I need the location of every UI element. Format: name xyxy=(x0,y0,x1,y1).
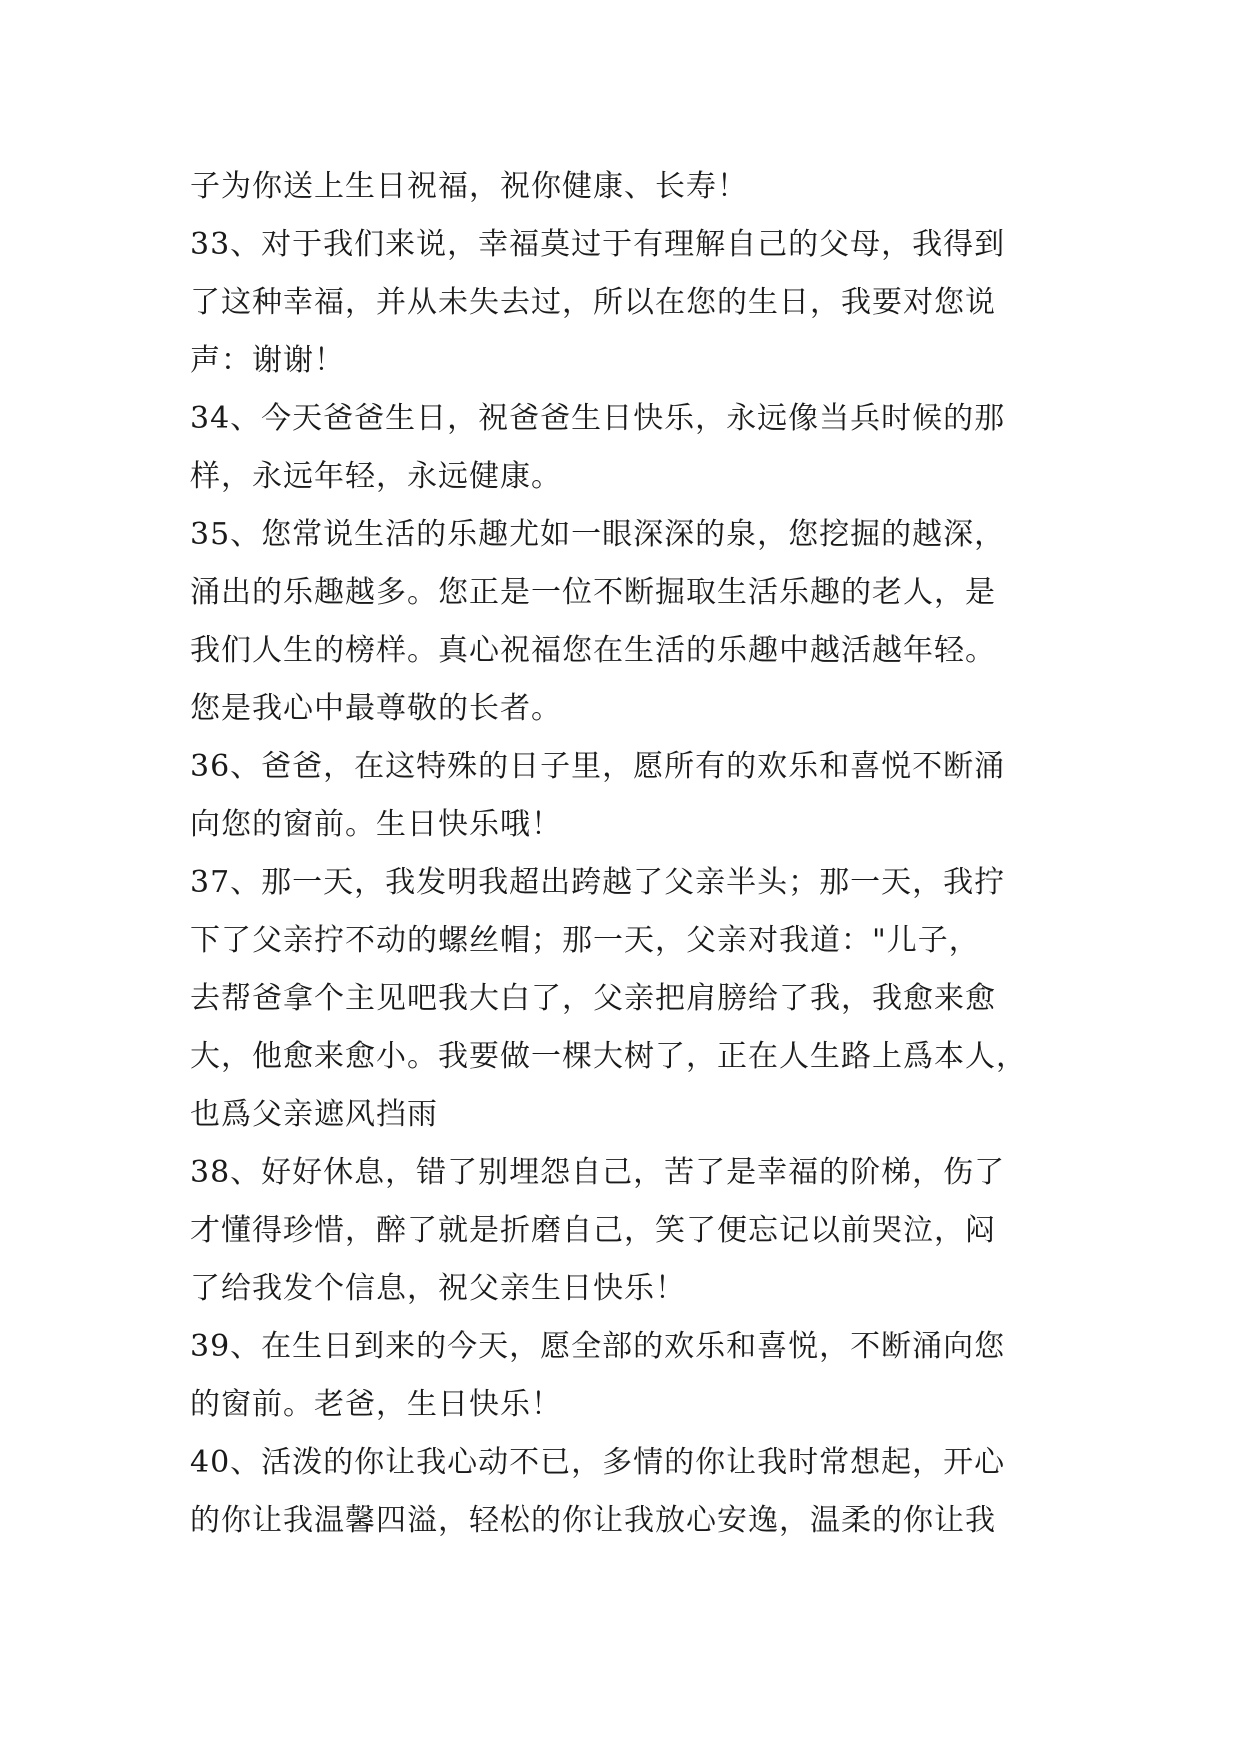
text-line: 大，他愈来愈小。我要做一棵大树了，正在人生路上爲本人， xyxy=(190,1039,1027,1074)
text-line: 向您的窗前。生日快乐哦！ xyxy=(190,807,562,842)
text-line: 的你让我温馨四溢，轻松的你让我放心安逸，温柔的你让我 xyxy=(190,1503,996,1538)
text-line: 我们人生的榜样。真心祝福您在生活的乐趣中越活越年轻。 xyxy=(190,633,996,668)
text-line: 33、对于我们来说，幸福莫过于有理解自己的父母，我得到 xyxy=(190,227,1006,262)
text-line: 38、好好休息，错了别埋怨自己，苦了是幸福的阶梯，伤了 xyxy=(190,1155,1006,1190)
text-line: 样，永远年轻，永远健康。 xyxy=(190,459,562,494)
text-line: 36、爸爸，在这特殊的日子里，愿所有的欢乐和喜悦不断涌 xyxy=(190,749,1006,784)
text-line: 也爲父亲遮风挡雨 xyxy=(190,1097,438,1132)
text-line: 的窗前。老爸，生日快乐！ xyxy=(190,1387,562,1422)
text-line: 37、那一天，我发明我超出跨越了父亲半头；那一天，我拧 xyxy=(190,865,1006,900)
text-line: 34、今天爸爸生日，祝爸爸生日快乐，永远像当兵时候的那 xyxy=(190,401,1006,436)
text-line: 子为你送上生日祝福，祝你健康、长寿！ xyxy=(190,169,748,204)
text-line: 才懂得珍惜，醉了就是折磨自己，笑了便忘记以前哭泣，闷 xyxy=(190,1213,996,1248)
text-line: 下了父亲拧不动的螺丝帽；那一天，父亲对我道："儿子， xyxy=(190,923,980,958)
text-line: 您是我心中最尊敬的长者。 xyxy=(190,691,562,726)
text-line: 涌出的乐趣越多。您正是一位不断掘取生活乐趣的老人，是 xyxy=(190,575,996,610)
text-line: 了这种幸福，并从未失去过，所以在您的生日，我要对您说 xyxy=(190,285,996,320)
text-line: 40、活泼的你让我心动不已，多情的你让我时常想起，开心 xyxy=(190,1445,1006,1480)
text-line: 35、您常说生活的乐趣尤如一眼深深的泉，您挖掘的越深， xyxy=(190,517,1006,552)
document-body xyxy=(190,158,1070,1550)
text-line: 了给我发个信息，祝父亲生日快乐！ xyxy=(190,1271,686,1306)
text-line: 去帮爸拿个主见吧我大白了，父亲把肩膀给了我，我愈来愈 xyxy=(190,981,996,1016)
text-line: 39、在生日到来的今天，愿全部的欢乐和喜悦，不断涌向您 xyxy=(190,1329,1006,1364)
text-line: 声：谢谢！ xyxy=(190,343,345,378)
